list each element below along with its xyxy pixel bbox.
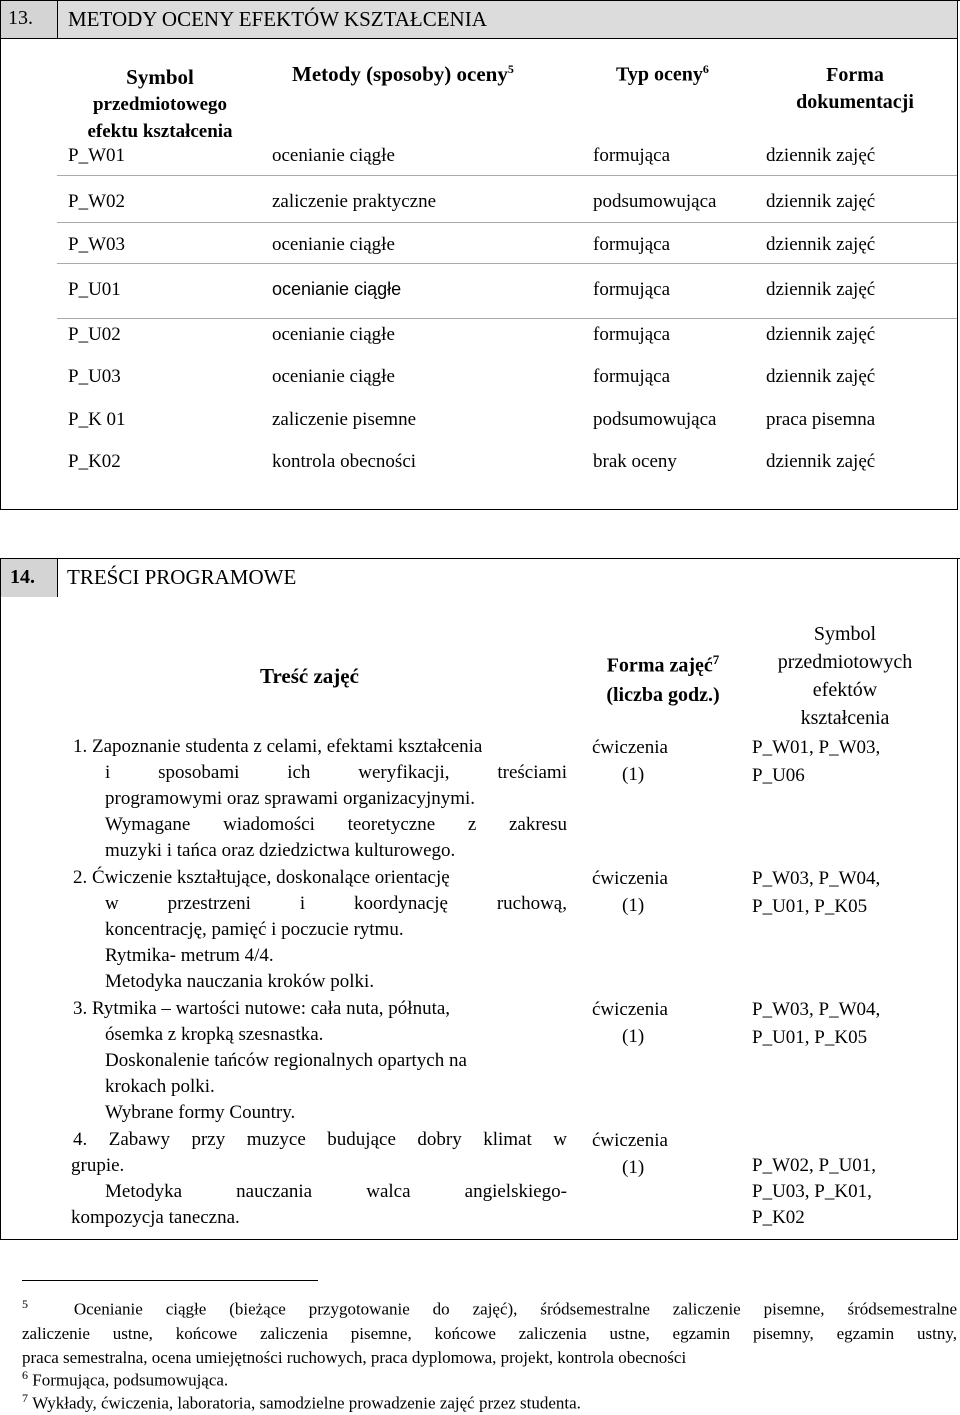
header-form: Forma zajęć$^7$ (liczba godz.) — [606, 652, 720, 706]
divider — [57, 318, 957, 319]
header-symbols: Symbol przedmiotowych efektów kształcenia — [777, 623, 913, 729]
footnote-5: $^5$ Ocenianie ciągłe (bieżące przygotowanie do zajęć), śródsemestralne zaliczenie pisemne, śródsemestralne zaliczenie ustne, końcowe zaliczenia pisemne, końcowe zaliczenia ustne, egzamin pisemny, egzamin ustny, praca semestralna, ocena umiejętności ruchowych, praca dyplomowa, projekt, kontrola obecności — [22, 1297, 958, 1367]
divider — [57, 559, 58, 597]
header-doc: Forma dokumentacji — [796, 64, 914, 113]
header-type: Typ oceny$^6$ — [616, 62, 709, 86]
footnote-6: $^6$ Formująca, podsumowująca. — [22, 1368, 229, 1390]
divider — [57, 0, 58, 39]
divider — [0, 558, 1, 1240]
divider — [0, 38, 958, 39]
footnote-7: $^7$ Wykłady, ćwiczenia, laboratoria, samodzielne prowadzenie zajęć przez studenta. — [22, 1391, 581, 1413]
header-symbol: Symbol przedmiotowego efektu kształcenia — [87, 65, 233, 142]
divider — [57, 263, 957, 264]
header-content: Treść zajęć — [260, 664, 359, 688]
divider — [57, 222, 957, 223]
section-number: 14. — [10, 566, 35, 588]
section-number: 13. — [8, 7, 33, 29]
divider — [957, 558, 958, 1240]
divider — [0, 558, 960, 559]
divider — [957, 0, 958, 510]
divider — [0, 0, 960, 1]
header-method: Metody (sposoby) oceny$^5$ — [292, 62, 514, 86]
divider — [0, 1239, 958, 1240]
divider — [57, 175, 957, 176]
footnote-separator — [22, 1280, 318, 1281]
section-title: METODY OCENY EFEKTÓW KSZTAŁCENIA — [68, 7, 487, 31]
divider — [0, 0, 1, 510]
section-title: TREŚCI PROGRAMOWE — [67, 565, 297, 589]
divider — [0, 509, 958, 510]
